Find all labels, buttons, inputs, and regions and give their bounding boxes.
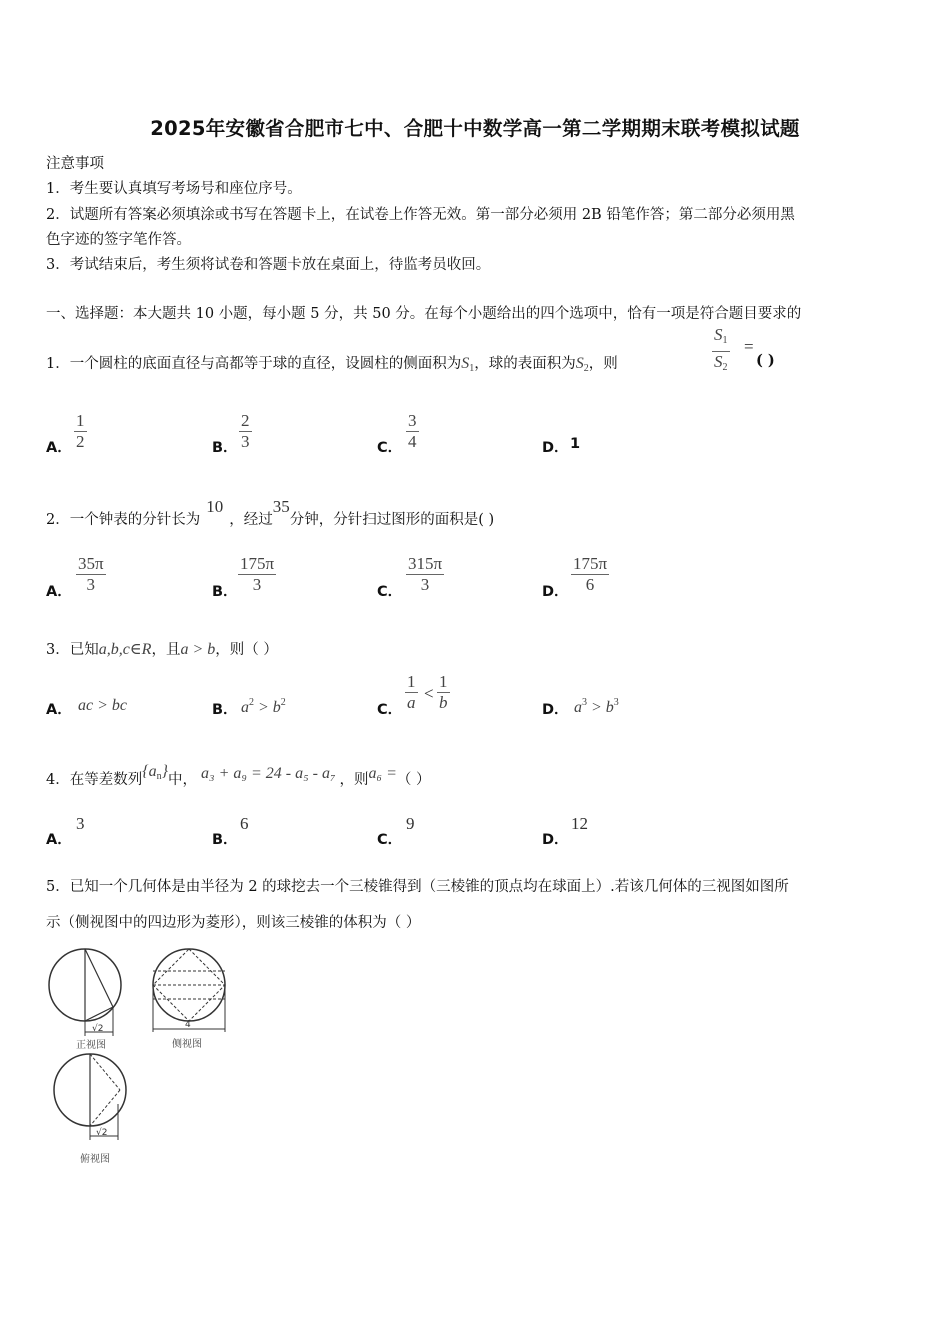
page-title: 2025年安徽省合肥市七中、合肥十中数学高一第二学期期末联考模拟试题 bbox=[150, 117, 800, 140]
q1-s2: $S_2$ bbox=[575, 355, 589, 374]
q1-option-a-label: A． bbox=[46, 440, 72, 456]
question-5-line2: 示（侧视图中的四边形为菱形），则该三棱锥的体积为（ ） bbox=[46, 915, 421, 931]
q4-option-b-label: B． bbox=[212, 832, 238, 848]
q4-option-c-label: C． bbox=[377, 832, 403, 848]
q2-option-b-label: B． bbox=[212, 584, 238, 600]
q3-condition: a > b bbox=[180, 641, 216, 658]
q3-option-d-label: D． bbox=[542, 702, 569, 718]
q1-paren: ( ) bbox=[756, 352, 775, 369]
q3-option-a-value: ac > bc bbox=[78, 697, 127, 714]
q4-text: 4．在等差数列 bbox=[46, 772, 143, 788]
q2-option-c-label: C． bbox=[377, 584, 403, 600]
note-item: 2．试题所有答案必须填涂或书写在答题卡上，在试卷上作答无效。第一部分必须用 2B 铅笔作答；第二部分必须用黑 bbox=[46, 207, 795, 223]
q3-option-a-label: A． bbox=[46, 702, 72, 718]
question-1 bbox=[46, 352, 618, 374]
q4-sequence: $\{a_n\}$ bbox=[142, 763, 169, 782]
note-item: 1．考生要认真填写考场号和座位序号。 bbox=[46, 181, 302, 197]
front-view bbox=[49, 949, 121, 1051]
three-view-figure bbox=[44, 944, 244, 1174]
q2-text: 分钟，分针扫过图形的面积是( ) bbox=[289, 512, 495, 528]
q3-text: ，则（ ） bbox=[215, 642, 278, 658]
q2-text: 2．一个钟表的分针长为 bbox=[46, 512, 201, 528]
q2-option-c-value: $\frac{315\pi}{3}$ bbox=[408, 554, 443, 594]
q4-option-a-label: A． bbox=[46, 832, 72, 848]
q1-text: 1．一个圆柱的底面直径与高都等于球的直径，设圆柱的侧面积为 bbox=[46, 356, 462, 372]
q2-length: 10 bbox=[206, 497, 224, 516]
q1-option-b-label: B． bbox=[212, 440, 238, 456]
q1-option-d-label: D． bbox=[542, 440, 569, 456]
q1-option-d-value: 1 bbox=[570, 436, 581, 452]
q1-s1: $S_1$ bbox=[461, 355, 475, 374]
q4-option-b-value: 6 bbox=[240, 814, 249, 833]
question-4 bbox=[46, 763, 431, 790]
q4-text: ，则 bbox=[339, 772, 369, 788]
q1-text: ，球的表面积为 bbox=[474, 356, 576, 372]
front-view-label: 正视图 bbox=[76, 1040, 106, 1051]
q2-minutes: 35 bbox=[272, 497, 290, 516]
q2-option-d-label: D． bbox=[542, 584, 569, 600]
q1-equals: = bbox=[744, 337, 754, 356]
q1-ratio: $\frac{S_1}{S_2}$ bbox=[712, 325, 730, 378]
side-view-label: 侧视图 bbox=[172, 1039, 202, 1050]
q3-option-c-frac2: $\frac{1}{b}$ bbox=[439, 672, 448, 712]
q3-option-c-lt: < bbox=[424, 684, 434, 703]
q1-text: ，则 bbox=[588, 356, 618, 372]
q3-option-b-value: $a^2 > b^2$ bbox=[241, 697, 286, 716]
q2-option-a-label: A． bbox=[46, 584, 72, 600]
q3-text: ，且 bbox=[151, 642, 181, 658]
top-view bbox=[54, 1054, 126, 1165]
front-view-dimension: √2 bbox=[92, 1024, 104, 1034]
note-item: 3．考试结束后，考生须将试卷和答题卡放在桌面上，待监考员收回。 bbox=[46, 257, 491, 273]
q3-option-c-label: C． bbox=[377, 702, 403, 718]
q4-option-d-value: 12 bbox=[571, 814, 588, 833]
note-item: 色字迹的签字笔作答。 bbox=[46, 232, 191, 248]
q3-set: a,b,c∈R bbox=[98, 641, 152, 658]
top-view-dimension: √2 bbox=[96, 1128, 108, 1138]
side-view bbox=[153, 949, 225, 1050]
q4-option-a-value: 3 bbox=[76, 814, 85, 833]
section-heading: 一、选择题：本大题共 10 小题，每小题 5 分，共 50 分。在每个小题给出的四个选项中，恰有一项是符合题目要求的 bbox=[46, 306, 802, 322]
q3-option-d-value: $a^3 > b^3$ bbox=[574, 697, 619, 716]
q4-text: （ ） bbox=[396, 772, 431, 788]
q4-equation: a₃ + a₉ = 24 - a₅ - a₇ bbox=[201, 765, 336, 782]
question-5-line1: 5．已知一个几何体是由半径为 2 的球挖去一个三棱锥得到（三棱锥的顶点均在球面上）.若该几何体的三视图如图所 bbox=[46, 879, 789, 895]
q2-text: ，经过 bbox=[229, 512, 273, 528]
q4-option-d-label: D． bbox=[542, 832, 569, 848]
q1-option-a-value: $\frac{1}{2}$ bbox=[76, 411, 85, 451]
question-2 bbox=[46, 497, 495, 529]
top-view-label: 俯视图 bbox=[80, 1154, 110, 1165]
side-view-dimension: 4 bbox=[185, 1020, 191, 1030]
question-3 bbox=[46, 638, 278, 659]
q4-text: 中， bbox=[168, 772, 198, 788]
q3-option-c-frac1: $\frac{1}{a}$ bbox=[407, 672, 416, 712]
q2-option-a-value: $\frac{35\pi}{3}$ bbox=[78, 554, 104, 594]
q1-option-c-label: C． bbox=[377, 440, 403, 456]
q4-option-c-value: 9 bbox=[406, 814, 415, 833]
q1-option-c-value: $\frac{3}{4}$ bbox=[408, 411, 417, 451]
q3-text: 3．已知 bbox=[46, 642, 99, 658]
q1-option-b-value: $\frac{2}{3}$ bbox=[241, 411, 250, 451]
q3-option-b-label: B． bbox=[212, 702, 238, 718]
q2-option-b-value: $\frac{175\pi}{3}$ bbox=[240, 554, 275, 594]
q2-option-d-value: $\frac{175\pi}{6}$ bbox=[573, 554, 608, 594]
q4-target: a₆ = bbox=[368, 765, 397, 782]
notes-heading: 注意事项 bbox=[46, 156, 104, 172]
